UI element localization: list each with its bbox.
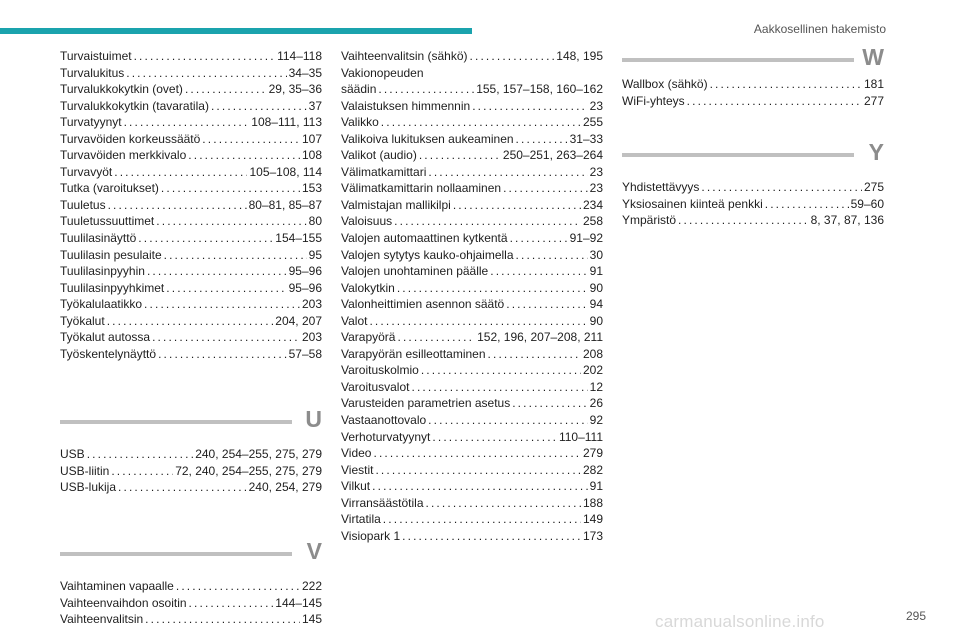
entry-term: Tutka (varoitukset): [60, 181, 159, 196]
section-letter: Y: [868, 139, 884, 166]
index-entry: [622, 93, 884, 110]
leader-dots: [211, 98, 307, 115]
index-entry: [341, 147, 603, 164]
leader-dots: [419, 147, 501, 164]
leader-dots: [765, 196, 849, 213]
entry-term: Varapyörän esilleottaminen: [341, 346, 486, 361]
watermark: carmanualsonline.info: [655, 612, 825, 631]
index-entry: [60, 346, 322, 363]
leader-dots: [118, 479, 247, 496]
entry-pages: 95–96: [288, 264, 322, 279]
index-entry: [341, 313, 603, 330]
entry-pages: 181: [863, 77, 884, 91]
entry-term: Valojen sytytys kauko-ohjaimella: [341, 247, 514, 262]
index-entry: [341, 197, 603, 214]
entry-term: Valojen automaattinen kytkentä: [341, 231, 508, 246]
entry-term: Valojen unohtaminen päälle: [341, 264, 489, 279]
entry-term: Turvalukkokytkin (tavaratila): [60, 98, 209, 113]
index-entry: [60, 164, 322, 181]
header-title: Aakkosellinen hakemisto: [753, 22, 886, 36]
index-entry: [341, 346, 603, 363]
leader-dots: [381, 114, 581, 131]
entry-pages: 155, 157–158, 160–162: [476, 82, 603, 97]
entry-pages: 37: [308, 98, 322, 113]
leader-dots: [678, 212, 809, 229]
entry-pages: 8, 37, 87, 136: [810, 213, 884, 228]
entry-term: Varusteiden parametrien asetus: [341, 396, 511, 411]
index-entry: [341, 114, 603, 131]
entry-term: Varoitusvalot: [341, 379, 410, 394]
entry-pages: 144–145: [275, 595, 322, 610]
entry-pages: 23: [589, 164, 603, 179]
entry-pages: 240, 254, 279: [248, 480, 322, 495]
entry-term: Vaihteenvalitsin: [60, 612, 144, 627]
entry-term: Valikoiva lukituksen aukeaminen: [341, 131, 514, 146]
section-header-y: [622, 139, 884, 179]
index-entry: [341, 495, 603, 512]
entry-term: Välimatkamittari: [341, 164, 427, 179]
section-divider: [60, 552, 292, 556]
leader-dots: [516, 131, 568, 148]
index-entry: [60, 329, 322, 346]
leader-dots: [152, 329, 300, 346]
entry-term: Turvavöiden korkeussäätö: [60, 131, 201, 146]
entry-pages: 188: [582, 495, 603, 510]
entry-term: Turvatyynyt: [60, 115, 122, 130]
entry-pages: 107: [301, 131, 322, 146]
entry-term: säädin: [341, 82, 377, 97]
entry-term: Työskentelynäyttö: [60, 346, 157, 361]
index-entry: [341, 329, 603, 346]
index-entry: [60, 578, 322, 595]
section-divider: [622, 58, 854, 62]
section-letter: U: [305, 406, 322, 433]
entry-term: Tuulilasin pesulaite: [60, 247, 162, 262]
entry-pages: 94: [589, 297, 603, 312]
index-entry: [341, 280, 603, 297]
entry-pages: 202: [582, 363, 603, 378]
entry-term: Tuuletussuuttimet: [60, 214, 155, 229]
entry-pages: 255: [582, 115, 603, 130]
leader-dots: [402, 528, 581, 545]
leader-dots: [470, 48, 555, 65]
entry-pages: 279: [582, 446, 603, 461]
entry-pages: 110–111: [558, 429, 603, 444]
entry-term: Turvalukkokytkin (ovet): [60, 82, 183, 97]
entry-term: USB-liitin: [60, 463, 110, 478]
entries-u: [60, 446, 322, 496]
entries-v: [60, 578, 322, 628]
index-entry: [60, 197, 322, 214]
leader-dots: [383, 511, 581, 528]
entry-pages: 152, 196, 207–208, 211: [477, 330, 603, 345]
entry-term: Viestit: [341, 462, 374, 477]
entry-term: Wallbox (sähkö): [622, 77, 708, 91]
leader-dots: [108, 197, 247, 214]
entry-term: Vaihteenvalitsin (sähkö): [341, 49, 468, 63]
entry-pages: 92: [589, 413, 603, 428]
entry-term: Vaihteenvaihdon osoitin: [60, 595, 187, 610]
leader-dots: [397, 280, 588, 297]
entry-pages: 80: [308, 214, 322, 229]
section-header-u: [60, 406, 322, 446]
leader-dots: [202, 131, 300, 148]
section-header-w: [622, 44, 884, 76]
index-entry: [341, 247, 603, 264]
entry-pages: 208: [582, 346, 603, 361]
index-entry: [60, 81, 322, 98]
index-entry: [341, 48, 603, 65]
entry-term: Yksiosainen kiinteä penkki: [622, 196, 763, 211]
entry-pages: 250–251, 263–264: [502, 148, 603, 163]
index-entry: [341, 412, 603, 429]
index-entry: [60, 131, 322, 148]
entry-pages: 59–60: [850, 196, 884, 211]
index-entry: [60, 263, 322, 280]
entry-pages: 31–33: [569, 131, 603, 146]
entry-pages: 80–81, 85–87: [248, 197, 322, 212]
entry-pages: 282: [582, 462, 603, 477]
entry-pages: 23: [589, 181, 603, 196]
entry-pages: 91: [589, 479, 603, 494]
entry-pages: 240, 254–255, 275, 279: [195, 447, 322, 462]
entry-pages: 154–155: [275, 231, 322, 246]
index-entry: [60, 230, 322, 247]
leader-dots: [503, 180, 588, 197]
leader-dots: [87, 446, 194, 463]
index-entry: [341, 362, 603, 379]
index-entry: [341, 230, 603, 247]
entry-term: Työkalut: [60, 313, 105, 328]
index-entry: [341, 131, 603, 148]
leader-dots: [428, 412, 587, 429]
leader-dots: [372, 478, 588, 495]
index-entry: [341, 213, 603, 230]
leader-dots: [147, 263, 287, 280]
entry-term: Tuulilasinpyyhkimet: [60, 280, 165, 295]
entry-pages: 153: [301, 181, 322, 196]
entry-pages: 277: [863, 93, 884, 108]
entry-pages: 149: [582, 512, 603, 527]
leader-dots: [158, 346, 287, 363]
entry-term: Virransäästötila: [341, 495, 424, 510]
index-entry: [60, 296, 322, 313]
leader-dots: [156, 213, 306, 230]
leader-dots: [176, 578, 300, 595]
entry-term: Virtatila: [341, 512, 381, 527]
leader-dots: [428, 164, 587, 181]
index-entry: [341, 511, 603, 528]
entry-term: Varapyörä: [341, 330, 396, 345]
leader-dots: [144, 296, 300, 313]
index-entry: [341, 445, 603, 462]
leader-dots: [166, 280, 286, 297]
entry-term: Ympäristö: [622, 213, 677, 228]
index-entry: [341, 296, 603, 313]
index-entry: [60, 247, 322, 264]
leader-dots: [512, 395, 587, 412]
entry-pages: 72, 240, 254–255, 275, 279: [175, 463, 322, 478]
entries-y: [622, 179, 884, 229]
entry-pages: 90: [589, 280, 603, 295]
index-entry: [60, 114, 322, 131]
leader-dots: [411, 379, 587, 396]
entry-term: Valikot (audio): [341, 148, 417, 163]
leader-dots: [687, 93, 862, 110]
leader-dots: [138, 230, 273, 247]
index-entry: [60, 65, 322, 82]
index-entry: [341, 528, 603, 545]
entries-w: [622, 76, 884, 109]
index-column-3: [622, 44, 884, 229]
leader-dots: [161, 180, 300, 197]
entry-pages: 30: [589, 247, 603, 262]
entry-term: USB-lukija: [60, 480, 117, 495]
entries-t: [60, 48, 322, 362]
index-entry: [341, 164, 603, 181]
index-entry: [341, 263, 603, 280]
entry-term: Tuulilasinpyyhin: [60, 264, 145, 279]
index-entry: [622, 76, 884, 93]
leader-dots: [189, 595, 274, 612]
entry-term: Valikko: [341, 115, 379, 130]
entry-term: Yhdistettävyys: [622, 180, 700, 195]
leader-dots: [107, 313, 274, 330]
entry-pages: 234: [582, 197, 603, 212]
entry-term: Työkalut autossa: [60, 330, 151, 345]
entry-pages: 114–118: [277, 49, 322, 63]
entry-term: Vilkut: [341, 479, 371, 494]
section-divider: [60, 420, 292, 424]
entry-pages: 29, 35–36: [268, 82, 322, 97]
index-entry: [60, 98, 322, 115]
entry-term: Turvavyöt: [60, 164, 113, 179]
index-entry: [341, 395, 603, 412]
index-column-1: [60, 48, 322, 628]
leader-dots: [472, 98, 587, 115]
index-entry: [60, 595, 322, 612]
index-entry: [341, 379, 603, 396]
index-entry: [341, 462, 603, 479]
entry-pages: 91–92: [569, 231, 603, 246]
index-entry: [341, 429, 603, 446]
entry-term: Video: [341, 446, 372, 461]
entry-term: Välimatkamittarin nollaaminen: [341, 181, 502, 196]
entry-pages: 12: [589, 379, 603, 394]
leader-dots: [397, 329, 475, 346]
leader-dots: [378, 81, 474, 98]
section-letter: W: [862, 44, 884, 70]
entry-pages: 275: [863, 180, 884, 195]
leader-dots: [394, 213, 581, 230]
entry-term: Valonheittimien asennon säätö: [341, 297, 505, 312]
leader-dots: [111, 463, 173, 480]
header-accent-bar: [0, 28, 472, 34]
leader-dots: [134, 48, 275, 65]
entry-pages: 203: [301, 297, 322, 312]
index-entry: [60, 180, 322, 197]
entry-pages: 148, 195: [556, 49, 603, 63]
entry-pages: 222: [301, 579, 322, 594]
entry-term: Valmistajan mallikilpi: [341, 197, 451, 212]
entry-pages: 90: [589, 313, 603, 328]
entry-term: Turvavöiden merkkivalo: [60, 148, 187, 163]
entry-pages: 34–35: [288, 65, 322, 80]
entry-term: Verhoturvatyynyt: [341, 429, 431, 444]
entry-term: Vaihtaminen vapaalle: [60, 579, 174, 594]
leader-dots: [185, 81, 267, 98]
leader-dots: [453, 197, 581, 214]
entry-pages: 26: [589, 396, 603, 411]
page-number: 295: [905, 609, 926, 623]
leader-dots: [375, 462, 581, 479]
entry-term: Valoisuus: [341, 214, 393, 229]
entry-term: Tuulilasinäyttö: [60, 231, 137, 246]
leader-dots: [701, 179, 862, 196]
index-entry: [341, 81, 603, 98]
entry-pages: 108–111, 113: [251, 115, 322, 130]
leader-dots: [426, 495, 581, 512]
entry-term: Vastaanottovalo: [341, 413, 427, 428]
index-entry: [60, 611, 322, 628]
index-entry: [60, 280, 322, 297]
leader-dots: [710, 76, 862, 93]
leader-dots: [516, 247, 588, 264]
entry-pages: 204, 207: [275, 313, 322, 328]
entry-term: Tuuletus: [60, 197, 106, 212]
entry-term: Visiopark 1: [341, 528, 401, 543]
leader-dots: [510, 230, 568, 247]
entry-pages: 95: [308, 247, 322, 262]
entry-pages: 173: [582, 528, 603, 543]
entry-term: USB: [60, 447, 85, 462]
index-entry: [60, 213, 322, 230]
index-entry: [60, 479, 322, 496]
index-entry-wrapped-line: Vakionopeuden: [341, 65, 424, 80]
section-divider: [622, 153, 854, 157]
entry-term: Valot: [341, 313, 368, 328]
leader-dots: [188, 147, 300, 164]
entry-pages: 105–108, 114: [249, 164, 322, 179]
entry-pages: 145: [301, 612, 322, 627]
leader-dots: [506, 296, 587, 313]
leader-dots: [369, 313, 587, 330]
leader-dots: [432, 429, 557, 446]
index-entry: [341, 98, 603, 115]
index-entry: [60, 147, 322, 164]
entry-term: Työkalulaatikko: [60, 297, 143, 312]
section-letter: V: [306, 538, 322, 565]
leader-dots: [164, 247, 307, 264]
index-column-2: [341, 48, 603, 544]
entry-term: Turvalukitus: [60, 65, 125, 80]
index-entry: [341, 478, 603, 495]
index-entry: [622, 179, 884, 196]
index-entry: [341, 180, 603, 197]
entry-pages: 258: [582, 214, 603, 229]
leader-dots: [124, 114, 250, 131]
entry-pages: 203: [301, 330, 322, 345]
entry-pages: 95–96: [288, 280, 322, 295]
leader-dots: [114, 164, 247, 181]
entry-pages: 57–58: [288, 346, 322, 361]
index-entry: [60, 463, 322, 480]
entry-term: WiFi-yhteys: [622, 93, 685, 108]
leader-dots: [145, 611, 300, 628]
entry-pages: 108: [301, 148, 322, 163]
leader-dots: [490, 263, 587, 280]
index-entry: [60, 313, 322, 330]
entry-term: Turvaistuimet: [60, 49, 132, 63]
index-entry: [60, 48, 322, 65]
entry-pages: 91: [589, 264, 603, 279]
entry-term: Valokytkin: [341, 280, 395, 295]
leader-dots: [126, 65, 286, 82]
section-header-v: [60, 538, 322, 578]
entry-term: Valaistuksen himmennin: [341, 98, 471, 113]
entry-pages: 23: [589, 98, 603, 113]
leader-dots: [373, 445, 580, 462]
index-entry: [60, 446, 322, 463]
entry-term: Varoituskolmio: [341, 363, 419, 378]
index-entry: [622, 212, 884, 229]
index-entry: [622, 196, 884, 213]
leader-dots: [488, 346, 581, 363]
leader-dots: [421, 362, 581, 379]
